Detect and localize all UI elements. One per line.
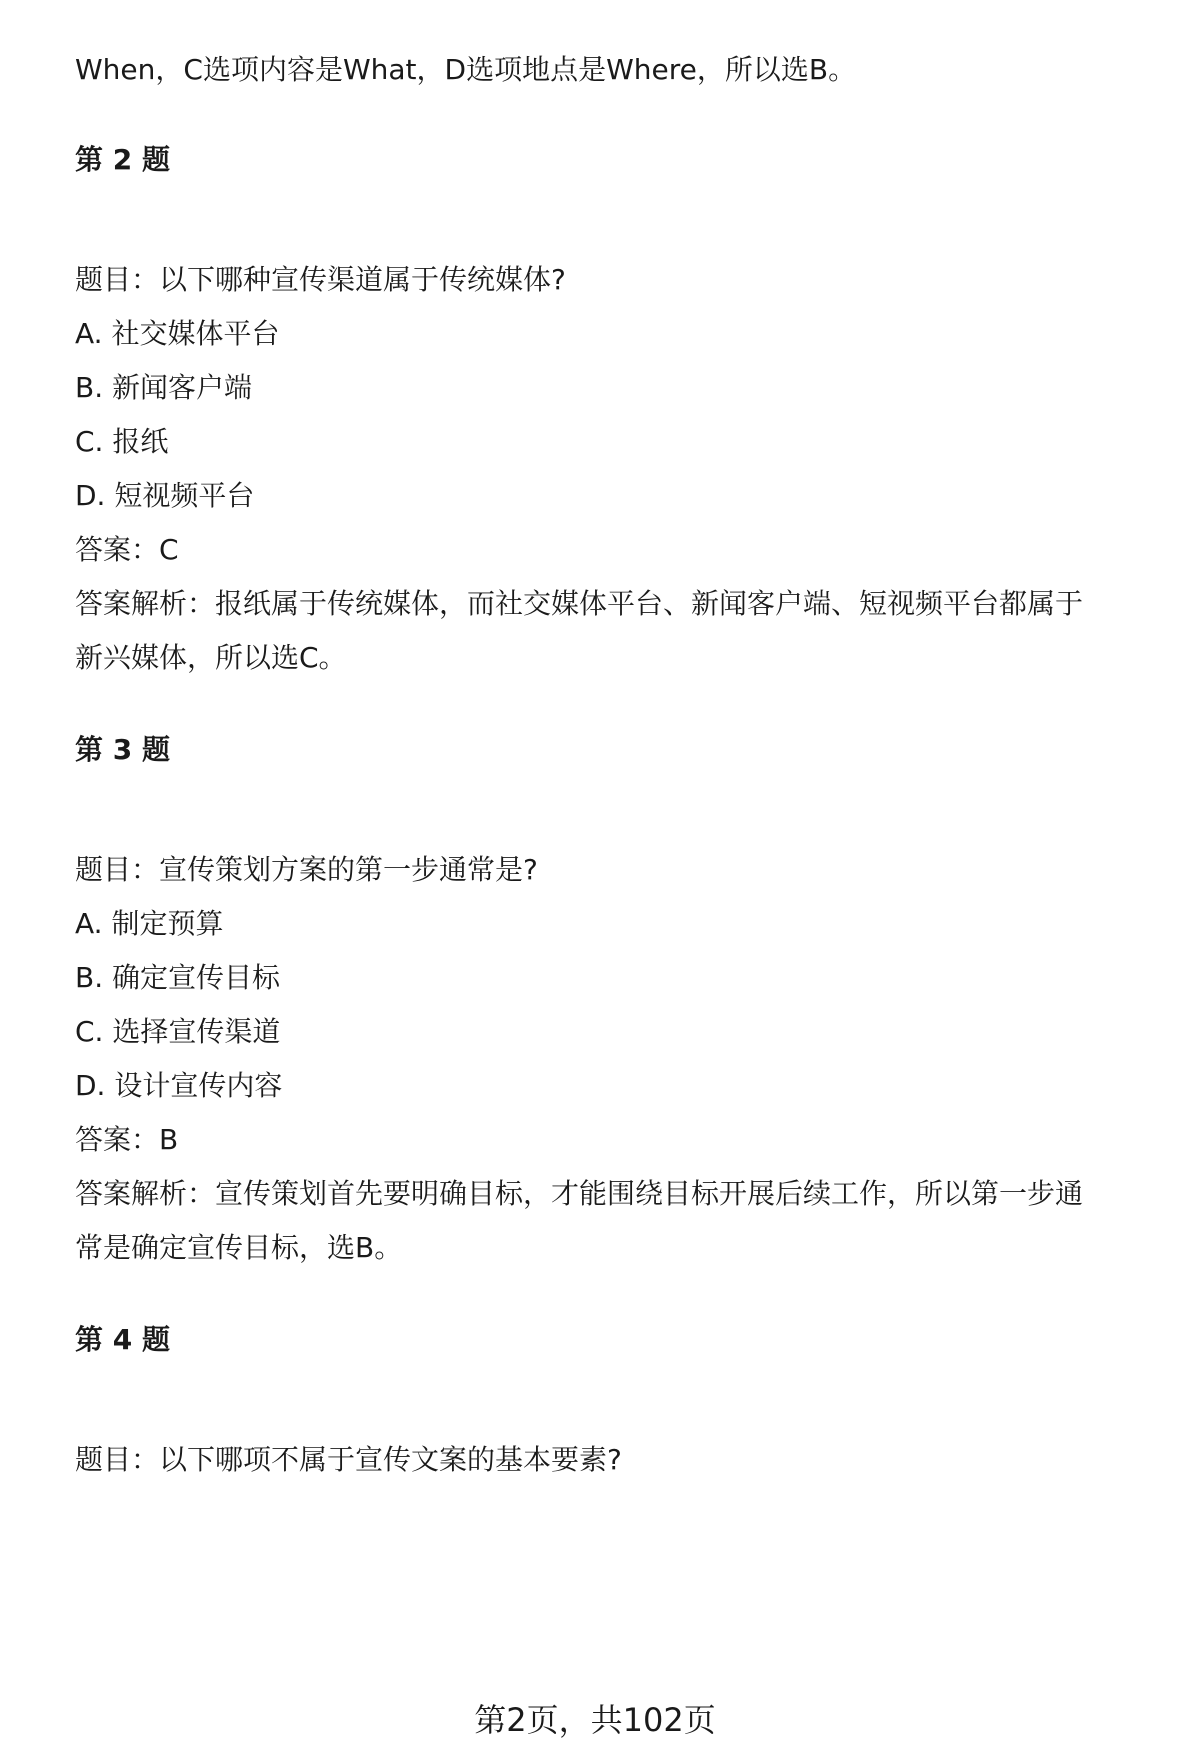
answer: 答案：C [75, 533, 179, 566]
option-b: B. 新闻客户端 [75, 371, 253, 404]
answer-analysis-continued: 常是确定宣传目标，选B。 [75, 1231, 403, 1264]
question-prompt: 题目：以下哪种宣传渠道属于传统媒体? [75, 263, 566, 296]
question-prompt: 题目：宣传策划方案的第一步通常是? [75, 853, 538, 886]
option-d: D. 短视频平台 [75, 479, 255, 512]
option-d: D. 设计宣传内容 [75, 1069, 283, 1102]
option-a: A. 社交媒体平台 [75, 317, 280, 350]
question-prompt: 题目：以下哪项不属于宣传文案的基本要素? [75, 1443, 622, 1476]
answer-analysis: 答案解析：宣传策划首先要明确目标，才能围绕目标开展后续工作，所以第一步通 [75, 1177, 1084, 1210]
answer-analysis: 答案解析：报纸属于传统媒体，而社交媒体平台、新闻客户端、短视频平台都属于 [75, 587, 1084, 620]
question-heading: 第 3 题 [75, 733, 170, 766]
option-b: B. 确定宣传目标 [75, 961, 281, 994]
question-heading: 第 4 题 [75, 1323, 170, 1356]
option-a: A. 制定预算 [75, 907, 224, 940]
answer-analysis-continued: 新兴媒体，所以选C。 [75, 641, 347, 674]
page-indicator: 第2页，共102页 [474, 1701, 716, 1739]
previous-analysis-continuation: When，C选项内容是What，D选项地点是Where，所以选B。 [75, 53, 857, 86]
question-heading: 第 2 题 [75, 143, 170, 176]
option-c: C. 报纸 [75, 425, 169, 458]
option-c: C. 选择宣传渠道 [75, 1015, 281, 1048]
answer: 答案：B [75, 1123, 179, 1156]
